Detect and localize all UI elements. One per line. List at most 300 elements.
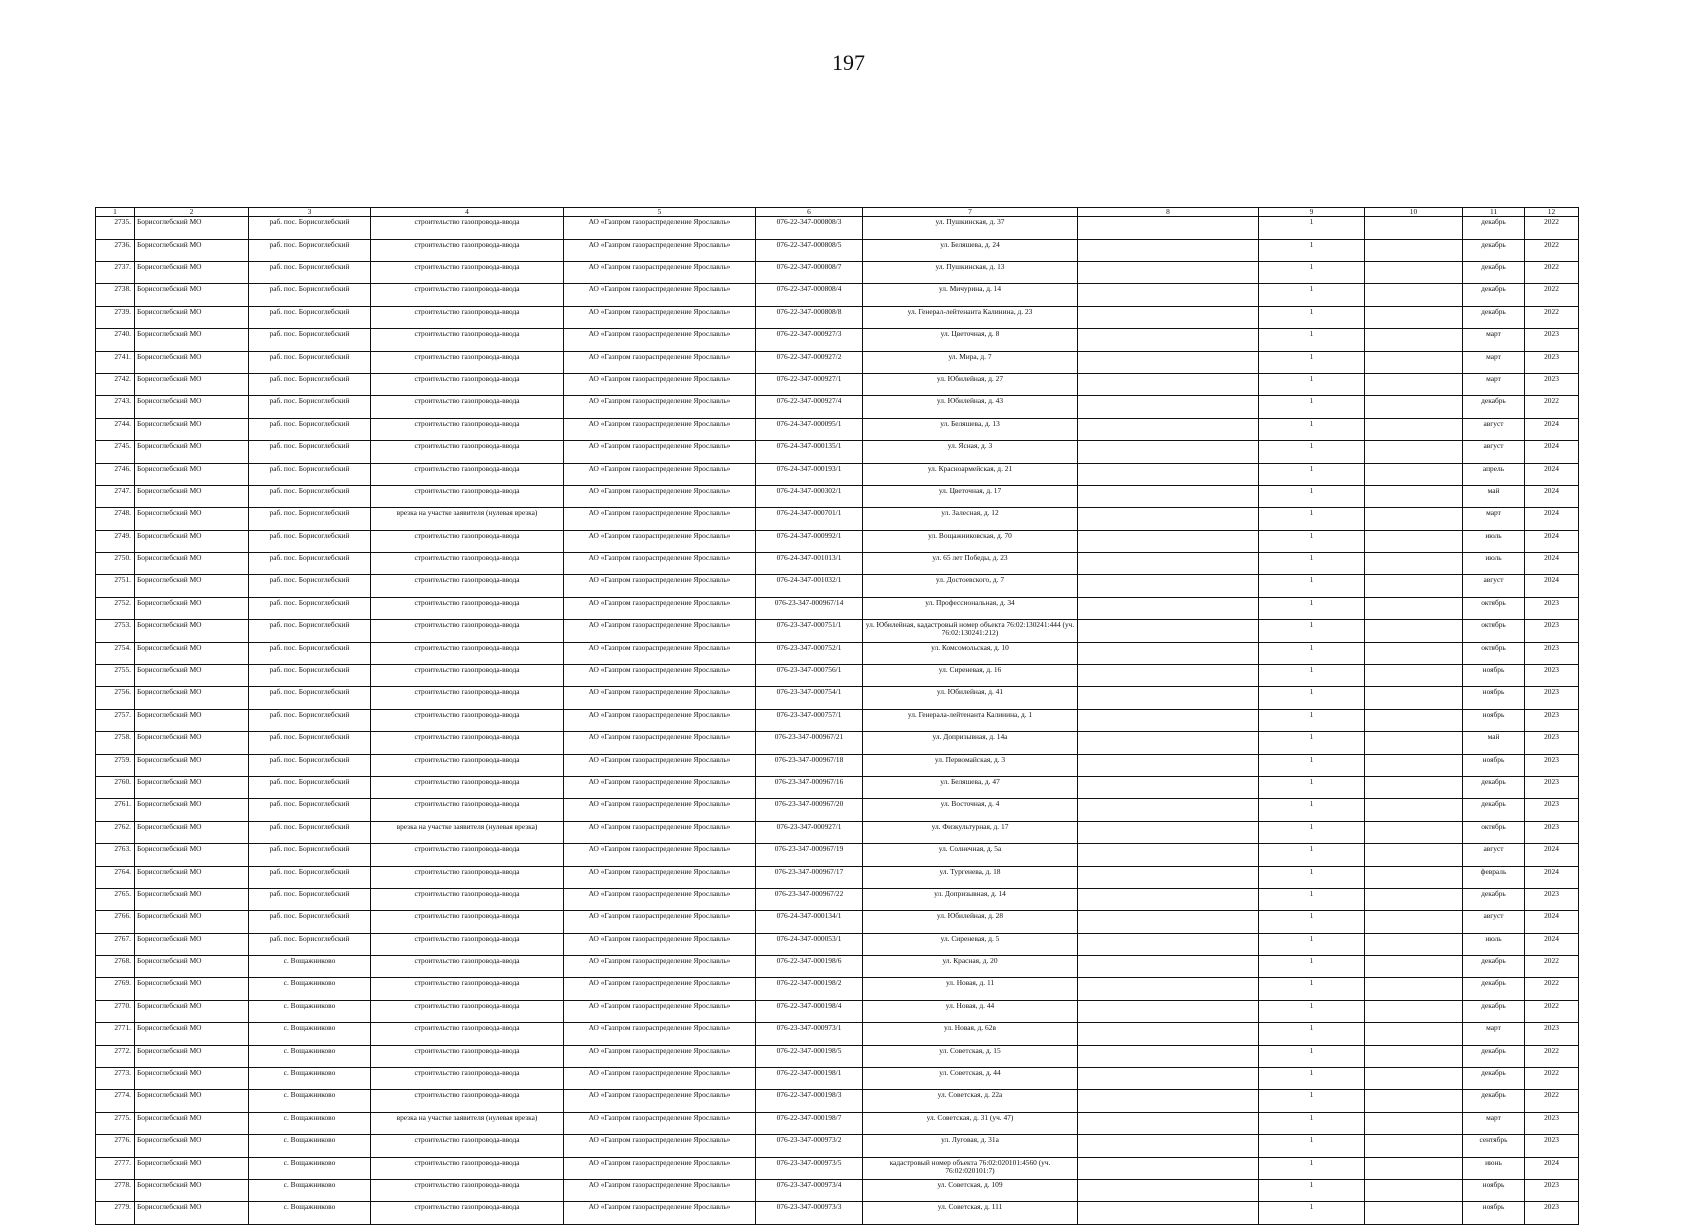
district-cell: Борисоглебский МО — [135, 1068, 249, 1090]
year-cell: 2023 — [1525, 642, 1579, 664]
settlement-cell: с. Вощажниково — [249, 1180, 371, 1202]
table-row — [96, 1000, 1579, 1022]
district-cell: Борисоглебский МО — [135, 508, 249, 530]
row-number: 2746. — [96, 463, 135, 485]
work-type-cell: строительство газопровода-ввода — [371, 620, 564, 642]
year-cell: 2023 — [1525, 1180, 1579, 1202]
district-cell: Борисоглебский МО — [135, 754, 249, 776]
work-type-cell: строительство газопровода-ввода — [371, 1202, 564, 1224]
quantity-cell: 1 — [1259, 1180, 1365, 1202]
row-number: 2776. — [96, 1135, 135, 1157]
district-cell: Борисоглебский МО — [135, 1112, 249, 1134]
quantity-cell: 1 — [1259, 1202, 1365, 1224]
settlement-cell: раб. пос. Борисоглебский — [249, 597, 371, 619]
work-type-cell: строительство газопровода-ввода — [371, 463, 564, 485]
table-row — [96, 575, 1579, 597]
table-row — [96, 485, 1579, 507]
settlement-cell: с. Вощажниково — [249, 1045, 371, 1067]
organization-cell: АО «Газпром газораспределение Ярославль» — [564, 1135, 756, 1157]
address-cell: ул. Мира, д. 7 — [863, 351, 1078, 373]
quantity-cell: 1 — [1259, 978, 1365, 1000]
district-cell: Борисоглебский МО — [135, 933, 249, 955]
column-8-cell — [1078, 888, 1259, 910]
organization-cell: АО «Газпром газораспределение Ярославль» — [564, 508, 756, 530]
settlement-cell: раб. пос. Борисоглебский — [249, 866, 371, 888]
month-cell: декабрь — [1463, 396, 1525, 418]
row-number: 2772. — [96, 1045, 135, 1067]
year-cell: 2022 — [1525, 1090, 1579, 1112]
month-cell: август — [1463, 418, 1525, 440]
work-type-cell: строительство газопровода-ввода — [371, 418, 564, 440]
column-8-cell — [1078, 1068, 1259, 1090]
settlement-cell: раб. пос. Борисоглебский — [249, 665, 371, 687]
column-10-cell — [1365, 642, 1463, 664]
column-8-cell — [1078, 687, 1259, 709]
contract-number-cell: 076-23-347-000967/17 — [756, 866, 863, 888]
column-8-cell — [1078, 709, 1259, 731]
address-cell: ул. Красная, д. 20 — [863, 956, 1078, 978]
column-8-cell — [1078, 866, 1259, 888]
district-cell: Борисоглебский МО — [135, 821, 249, 843]
organization-cell: АО «Газпром газораспределение Ярославль» — [564, 1045, 756, 1067]
column-8-cell — [1078, 978, 1259, 1000]
settlement-cell: раб. пос. Борисоглебский — [249, 844, 371, 866]
month-cell: декабрь — [1463, 1090, 1525, 1112]
column-10-cell — [1365, 306, 1463, 328]
column-10-cell — [1365, 844, 1463, 866]
table-row — [96, 418, 1579, 440]
column-8-cell — [1078, 485, 1259, 507]
year-cell: 2023 — [1525, 1135, 1579, 1157]
column-10-cell — [1365, 1157, 1463, 1179]
work-type-cell: строительство газопровода-ввода — [371, 597, 564, 619]
quantity-cell: 1 — [1259, 239, 1365, 261]
district-cell: Борисоглебский МО — [135, 1090, 249, 1112]
settlement-cell: раб. пос. Борисоглебский — [249, 351, 371, 373]
row-number: 2771. — [96, 1023, 135, 1045]
column-number: 7 — [863, 208, 1078, 217]
contract-number-cell: 076-23-347-000756/1 — [756, 665, 863, 687]
contract-number-cell: 076-23-347-000751/1 — [756, 620, 863, 642]
row-number: 2741. — [96, 351, 135, 373]
address-cell: ул. Беляшева, д. 13 — [863, 418, 1078, 440]
column-10-cell — [1365, 373, 1463, 395]
work-type-cell: строительство газопровода-ввода — [371, 1045, 564, 1067]
contract-number-cell: 076-22-347-000198/4 — [756, 1000, 863, 1022]
year-cell: 2023 — [1525, 620, 1579, 642]
row-number: 2763. — [96, 844, 135, 866]
year-cell: 2023 — [1525, 709, 1579, 731]
column-10-cell — [1365, 575, 1463, 597]
row-number: 2743. — [96, 396, 135, 418]
settlement-cell: раб. пос. Борисоглебский — [249, 642, 371, 664]
contract-number-cell: 076-23-347-000967/21 — [756, 732, 863, 754]
table-row — [96, 866, 1579, 888]
column-10-cell — [1365, 1112, 1463, 1134]
row-number: 2779. — [96, 1202, 135, 1224]
row-number: 2766. — [96, 911, 135, 933]
table-row — [96, 1135, 1579, 1157]
address-cell: ул. Залесная, д. 12 — [863, 508, 1078, 530]
settlement-cell: раб. пос. Борисоглебский — [249, 799, 371, 821]
column-10-cell — [1365, 620, 1463, 642]
column-8-cell — [1078, 665, 1259, 687]
organization-cell: АО «Газпром газораспределение Ярославль» — [564, 978, 756, 1000]
table-row — [96, 553, 1579, 575]
table-row — [96, 821, 1579, 843]
settlement-cell: с. Вощажниково — [249, 1135, 371, 1157]
settlement-cell: раб. пос. Борисоглебский — [249, 933, 371, 955]
month-cell: август — [1463, 575, 1525, 597]
work-type-cell: строительство газопровода-ввода — [371, 642, 564, 664]
column-8-cell — [1078, 1045, 1259, 1067]
address-cell: ул. Комсомольская, д. 10 — [863, 642, 1078, 664]
work-type-cell: строительство газопровода-ввода — [371, 844, 564, 866]
settlement-cell: раб. пос. Борисоглебский — [249, 821, 371, 843]
quantity-cell: 1 — [1259, 306, 1365, 328]
organization-cell: АО «Газпром газораспределение Ярославль» — [564, 642, 756, 664]
column-8-cell — [1078, 732, 1259, 754]
year-cell: 2024 — [1525, 485, 1579, 507]
quantity-cell: 1 — [1259, 575, 1365, 597]
row-number: 2778. — [96, 1180, 135, 1202]
table-row — [96, 709, 1579, 731]
organization-cell: АО «Газпром газораспределение Ярославль» — [564, 1112, 756, 1134]
address-cell: ул. Юбилейная, д. 41 — [863, 687, 1078, 709]
table-row — [96, 306, 1579, 328]
column-10-cell — [1365, 418, 1463, 440]
month-cell: ноябрь — [1463, 754, 1525, 776]
month-cell: март — [1463, 351, 1525, 373]
row-number: 2744. — [96, 418, 135, 440]
quantity-cell: 1 — [1259, 396, 1365, 418]
organization-cell: АО «Газпром газораспределение Ярославль» — [564, 911, 756, 933]
address-cell: ул. Красноармейская, д. 21 — [863, 463, 1078, 485]
year-cell: 2023 — [1525, 754, 1579, 776]
district-cell: Борисоглебский МО — [135, 1202, 249, 1224]
contract-number-cell: 076-23-347-000973/5 — [756, 1157, 863, 1179]
column-8-cell — [1078, 530, 1259, 552]
district-cell: Борисоглебский МО — [135, 1023, 249, 1045]
month-cell: декабрь — [1463, 978, 1525, 1000]
column-8-cell — [1078, 620, 1259, 642]
column-10-cell — [1365, 217, 1463, 239]
column-10-cell — [1365, 1180, 1463, 1202]
settlement-cell: раб. пос. Борисоглебский — [249, 687, 371, 709]
address-cell: ул. Юбилейная, д. 28 — [863, 911, 1078, 933]
organization-cell: АО «Газпром газораспределение Ярославль» — [564, 1202, 756, 1224]
work-type-cell: строительство газопровода-ввода — [371, 978, 564, 1000]
column-10-cell — [1365, 665, 1463, 687]
organization-cell: АО «Газпром газораспределение Ярославль» — [564, 687, 756, 709]
month-cell: декабрь — [1463, 776, 1525, 798]
year-cell: 2022 — [1525, 306, 1579, 328]
year-cell: 2024 — [1525, 575, 1579, 597]
month-cell: июль — [1463, 553, 1525, 575]
quantity-cell: 1 — [1259, 418, 1365, 440]
district-cell: Борисоглебский МО — [135, 844, 249, 866]
contract-number-cell: 076-24-347-000053/1 — [756, 933, 863, 955]
settlement-cell: раб. пос. Борисоглебский — [249, 911, 371, 933]
row-number: 2754. — [96, 642, 135, 664]
year-cell: 2023 — [1525, 799, 1579, 821]
year-cell: 2022 — [1525, 261, 1579, 283]
column-10-cell — [1365, 709, 1463, 731]
address-cell: ул. Допризывная, д. 14а — [863, 732, 1078, 754]
address-cell: ул. Юбилейная, д. 43 — [863, 396, 1078, 418]
month-cell: ноябрь — [1463, 709, 1525, 731]
month-cell: март — [1463, 373, 1525, 395]
column-10-cell — [1365, 463, 1463, 485]
column-8-cell — [1078, 508, 1259, 530]
table-row — [96, 933, 1579, 955]
address-cell: ул. Советская, д. 44 — [863, 1068, 1078, 1090]
organization-cell: АО «Газпром газораспределение Ярославль» — [564, 933, 756, 955]
month-cell: ноябрь — [1463, 687, 1525, 709]
quantity-cell: 1 — [1259, 1157, 1365, 1179]
month-cell: июнь — [1463, 1157, 1525, 1179]
organization-cell: АО «Газпром газораспределение Ярославль» — [564, 1180, 756, 1202]
settlement-cell: раб. пос. Борисоглебский — [249, 217, 371, 239]
organization-cell: АО «Газпром газораспределение Ярославль» — [564, 620, 756, 642]
month-cell: август — [1463, 844, 1525, 866]
quantity-cell: 1 — [1259, 620, 1365, 642]
district-cell: Борисоглебский МО — [135, 1157, 249, 1179]
district-cell: Борисоглебский МО — [135, 575, 249, 597]
address-cell: ул. Сиреневая, д. 5 — [863, 933, 1078, 955]
month-cell: июль — [1463, 933, 1525, 955]
work-type-cell: строительство газопровода-ввода — [371, 239, 564, 261]
organization-cell: АО «Газпром газораспределение Ярославль» — [564, 1068, 756, 1090]
column-10-cell — [1365, 1000, 1463, 1022]
address-cell: ул. Сиреневая, д. 16 — [863, 665, 1078, 687]
row-number: 2759. — [96, 754, 135, 776]
year-cell: 2023 — [1525, 1023, 1579, 1045]
column-10-cell — [1365, 508, 1463, 530]
column-8-cell — [1078, 1023, 1259, 1045]
quantity-cell: 1 — [1259, 844, 1365, 866]
month-cell: март — [1463, 1023, 1525, 1045]
column-10-cell — [1365, 396, 1463, 418]
district-cell: Борисоглебский МО — [135, 463, 249, 485]
address-cell: ул. Вощажниковская, д. 70 — [863, 530, 1078, 552]
quantity-cell: 1 — [1259, 754, 1365, 776]
year-cell: 2024 — [1525, 866, 1579, 888]
address-cell: ул. 65 лет Победы, д. 23 — [863, 553, 1078, 575]
settlement-cell: с. Вощажниково — [249, 1023, 371, 1045]
organization-cell: АО «Газпром газораспределение Ярославль» — [564, 1000, 756, 1022]
contract-number-cell: 076-24-347-000095/1 — [756, 418, 863, 440]
table-row — [96, 239, 1579, 261]
year-cell: 2023 — [1525, 1202, 1579, 1224]
district-cell: Борисоглебский МО — [135, 284, 249, 306]
contract-number-cell: 076-23-347-000973/1 — [756, 1023, 863, 1045]
row-number: 2765. — [96, 888, 135, 910]
row-number: 2750. — [96, 553, 135, 575]
contract-number-cell: 076-22-347-000808/4 — [756, 284, 863, 306]
address-cell: ул. Цветочная, д. 8 — [863, 329, 1078, 351]
quantity-cell: 1 — [1259, 956, 1365, 978]
column-number: 12 — [1525, 208, 1579, 217]
organization-cell: АО «Газпром газораспределение Ярославль» — [564, 575, 756, 597]
column-10-cell — [1365, 933, 1463, 955]
settlement-cell: с. Вощажниково — [249, 978, 371, 1000]
organization-cell: АО «Газпром газораспределение Ярославль» — [564, 754, 756, 776]
row-number: 2735. — [96, 217, 135, 239]
column-8-cell — [1078, 463, 1259, 485]
address-cell: ул. Юбилейная, д. 27 — [863, 373, 1078, 395]
row-number: 2738. — [96, 284, 135, 306]
year-cell: 2022 — [1525, 396, 1579, 418]
organization-cell: АО «Газпром газораспределение Ярославль» — [564, 396, 756, 418]
address-cell: ул. Генерал-лейтенанта Калинина, д. 23 — [863, 306, 1078, 328]
district-cell: Борисоглебский МО — [135, 665, 249, 687]
column-8-cell — [1078, 1180, 1259, 1202]
address-cell: ул. Восточная, д. 4 — [863, 799, 1078, 821]
column-number: 10 — [1365, 208, 1463, 217]
contract-number-cell: 076-22-347-000808/5 — [756, 239, 863, 261]
work-type-cell: врезка на участке заявителя (нулевая врезка) — [371, 508, 564, 530]
column-number: 4 — [371, 208, 564, 217]
quantity-cell: 1 — [1259, 799, 1365, 821]
work-type-cell: строительство газопровода-ввода — [371, 396, 564, 418]
contract-number-cell: 076-23-347-000967/19 — [756, 844, 863, 866]
settlement-cell: раб. пос. Борисоглебский — [249, 553, 371, 575]
quantity-cell: 1 — [1259, 1000, 1365, 1022]
row-number: 2762. — [96, 821, 135, 843]
contract-number-cell: 076-24-347-000302/1 — [756, 485, 863, 507]
table-row — [96, 1045, 1579, 1067]
settlement-cell: раб. пос. Борисоглебский — [249, 284, 371, 306]
work-type-cell: строительство газопровода-ввода — [371, 933, 564, 955]
column-8-cell — [1078, 239, 1259, 261]
column-8-cell — [1078, 754, 1259, 776]
month-cell: ноябрь — [1463, 1202, 1525, 1224]
contract-number-cell: 076-22-347-000927/4 — [756, 396, 863, 418]
address-cell: ул. Советская, д. 111 — [863, 1202, 1078, 1224]
column-8-cell — [1078, 1000, 1259, 1022]
contract-number-cell: 076-23-347-000967/14 — [756, 597, 863, 619]
settlement-cell: раб. пос. Борисоглебский — [249, 732, 371, 754]
month-cell: декабрь — [1463, 284, 1525, 306]
year-cell: 2023 — [1525, 373, 1579, 395]
year-cell: 2024 — [1525, 553, 1579, 575]
organization-cell: АО «Газпром газораспределение Ярославль» — [564, 239, 756, 261]
organization-cell: АО «Газпром газораспределение Ярославль» — [564, 284, 756, 306]
settlement-cell: с. Вощажниково — [249, 1090, 371, 1112]
work-type-cell: строительство газопровода-ввода — [371, 888, 564, 910]
column-8-cell — [1078, 956, 1259, 978]
settlement-cell: с. Вощажниково — [249, 1157, 371, 1179]
quantity-cell: 1 — [1259, 284, 1365, 306]
work-type-cell: строительство газопровода-ввода — [371, 1180, 564, 1202]
district-cell: Борисоглебский МО — [135, 642, 249, 664]
year-cell: 2023 — [1525, 776, 1579, 798]
column-8-cell — [1078, 329, 1259, 351]
address-cell: ул. Физкультурная, д. 17 — [863, 821, 1078, 843]
table-row — [96, 1157, 1579, 1179]
row-number: 2736. — [96, 239, 135, 261]
row-number: 2760. — [96, 776, 135, 798]
address-cell: ул. Пушкинская, д. 37 — [863, 217, 1078, 239]
column-8-cell — [1078, 597, 1259, 619]
quantity-cell: 1 — [1259, 1112, 1365, 1134]
work-type-cell: строительство газопровода-ввода — [371, 866, 564, 888]
year-cell: 2023 — [1525, 687, 1579, 709]
column-8-cell — [1078, 351, 1259, 373]
district-cell: Борисоглебский МО — [135, 485, 249, 507]
table-row — [96, 844, 1579, 866]
column-10-cell — [1365, 441, 1463, 463]
month-cell: октябрь — [1463, 821, 1525, 843]
contract-number-cell: 076-23-347-000973/3 — [756, 1202, 863, 1224]
row-number: 2777. — [96, 1157, 135, 1179]
contract-number-cell: 076-23-347-000757/1 — [756, 709, 863, 731]
contract-number-cell: 076-23-347-000967/22 — [756, 888, 863, 910]
column-10-cell — [1365, 911, 1463, 933]
row-number: 2748. — [96, 508, 135, 530]
organization-cell: АО «Газпром газораспределение Ярославль» — [564, 530, 756, 552]
column-10-cell — [1365, 888, 1463, 910]
month-cell: декабрь — [1463, 239, 1525, 261]
column-number: 1 — [96, 208, 135, 217]
address-cell: ул. Пушкинская, д. 13 — [863, 261, 1078, 283]
table-row — [96, 463, 1579, 485]
year-cell: 2023 — [1525, 1112, 1579, 1134]
column-10-cell — [1365, 1068, 1463, 1090]
month-cell: август — [1463, 441, 1525, 463]
work-type-cell: строительство газопровода-ввода — [371, 1157, 564, 1179]
column-10-cell — [1365, 799, 1463, 821]
year-cell: 2024 — [1525, 1157, 1579, 1179]
work-type-cell: строительство газопровода-ввода — [371, 485, 564, 507]
address-cell: ул. Профессиональная, д. 34 — [863, 597, 1078, 619]
month-cell: декабрь — [1463, 217, 1525, 239]
table-row — [96, 351, 1579, 373]
column-8-cell — [1078, 911, 1259, 933]
table-row — [96, 597, 1579, 619]
column-8-cell — [1078, 441, 1259, 463]
year-cell: 2023 — [1525, 665, 1579, 687]
year-cell: 2024 — [1525, 844, 1579, 866]
district-cell: Борисоглебский МО — [135, 866, 249, 888]
column-10-cell — [1365, 1023, 1463, 1045]
year-cell: 2022 — [1525, 1045, 1579, 1067]
district-cell: Борисоглебский МО — [135, 911, 249, 933]
settlement-cell: раб. пос. Борисоглебский — [249, 754, 371, 776]
month-cell: август — [1463, 911, 1525, 933]
address-cell: ул. Советская, д. 15 — [863, 1045, 1078, 1067]
quantity-cell: 1 — [1259, 732, 1365, 754]
table-row — [96, 1202, 1579, 1224]
district-cell: Борисоглебский МО — [135, 553, 249, 575]
row-number: 2745. — [96, 441, 135, 463]
work-type-cell: строительство газопровода-ввода — [371, 687, 564, 709]
settlement-cell: с. Вощажниково — [249, 1202, 371, 1224]
organization-cell: АО «Газпром газораспределение Ярославль» — [564, 1023, 756, 1045]
month-cell: декабрь — [1463, 1045, 1525, 1067]
organization-cell: АО «Газпром газораспределение Ярославль» — [564, 463, 756, 485]
quantity-cell: 1 — [1259, 665, 1365, 687]
month-cell: март — [1463, 1112, 1525, 1134]
column-number-row — [96, 208, 1579, 217]
column-10-cell — [1365, 754, 1463, 776]
table-row — [96, 956, 1579, 978]
column-number: 9 — [1259, 208, 1365, 217]
column-10-cell — [1365, 239, 1463, 261]
column-10-cell — [1365, 553, 1463, 575]
year-cell: 2022 — [1525, 1068, 1579, 1090]
